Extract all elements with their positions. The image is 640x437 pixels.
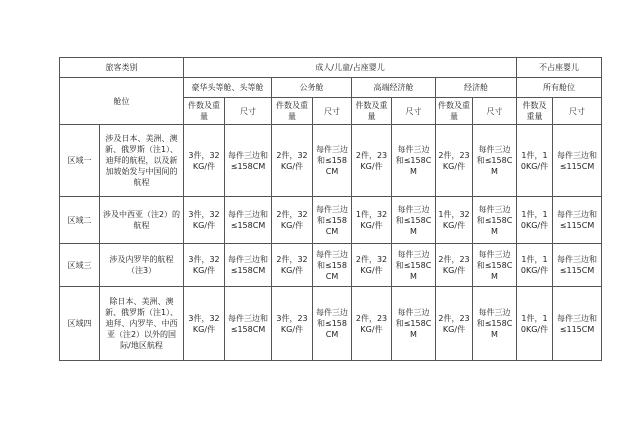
size-header: 尺寸 [392, 98, 436, 125]
size-cell: 每件三边和≤158CM [225, 125, 272, 197]
qty-cell: 2件，32KG/件 [272, 197, 313, 244]
size-header: 尺寸 [313, 98, 352, 125]
qty-weight-header: 件数及重量 [352, 98, 392, 125]
qty-cell: 3件，23KG/件 [272, 287, 313, 361]
size-cell: 每件三边和≤158CM [313, 287, 352, 361]
size-cell: 每件三边和≤158CM [225, 197, 272, 244]
qty-cell: 1件，32KG/件 [436, 197, 473, 244]
qty-cell: 1件，10KG/件 [517, 287, 553, 361]
qty-cell: 3件，32KG/件 [184, 244, 225, 287]
size-header: 尺寸 [225, 98, 272, 125]
qty-cell: 3件，32KG/件 [184, 197, 225, 244]
size-cell: 每件三边和≤158CM [225, 244, 272, 287]
size-header: 尺寸 [553, 98, 602, 125]
cabin-all-header: 所有舱位 [517, 78, 602, 98]
route-cell: 涉及日本、美洲、澳新、俄罗斯（注1）、迪拜的航程，以及新加坡始发与中国间的航程 [100, 125, 184, 197]
size-cell: 每件三边和≤115CM [553, 197, 602, 244]
size-cell: 每件三边和≤158CM [313, 244, 352, 287]
route-cell: 除日本、美洲、澳新、俄罗斯（注1）、迪拜、内罗毕、中西亚（注2）以外的国际/地区航程 [100, 287, 184, 361]
qty-weight-header: 件数及重量 [272, 98, 313, 125]
qty-cell: 2件，32KG/件 [352, 244, 392, 287]
size-cell: 每件三边和≤158CM [392, 197, 436, 244]
qty-cell: 2件，23KG/件 [352, 125, 392, 197]
size-cell: 每件三边和≤115CM [553, 287, 602, 361]
region-cell: 区域二 [60, 197, 100, 244]
size-cell: 每件三边和≤158CM [313, 125, 352, 197]
qty-cell: 1件，32KG/件 [352, 197, 392, 244]
table-row [60, 125, 602, 197]
size-cell: 每件三边和≤158CM [473, 197, 517, 244]
infant-header: 不占座婴儿 [517, 58, 602, 78]
size-cell: 每件三边和≤158CM [473, 244, 517, 287]
qty-cell: 2件，32KG/件 [272, 244, 313, 287]
qty-cell: 2件，23KG/件 [352, 287, 392, 361]
qty-cell: 3件，32KG/件 [184, 287, 225, 361]
cabin-header: 舱位 [60, 78, 184, 125]
size-cell: 每件三边和≤158CM [473, 125, 517, 197]
cabin-business-header: 公务舱 [272, 78, 352, 98]
qty-cell: 1件，10KG/件 [517, 125, 553, 197]
qty-cell: 2件，23KG/件 [436, 244, 473, 287]
cabin-economy-header: 经济舱 [436, 78, 517, 98]
passenger-type-header: 旅客类别 [60, 58, 184, 78]
region-cell: 区域三 [60, 244, 100, 287]
baggage-allowance-table [59, 57, 602, 361]
cabin-premium-economy-header: 高端经济舱 [352, 78, 436, 98]
qty-cell: 1件，10KG/件 [517, 244, 553, 287]
qty-cell: 2件，23KG/件 [436, 287, 473, 361]
size-cell: 每件三边和≤158CM [392, 125, 436, 197]
cabin-first-header: 豪华头等舱、头等舱 [184, 78, 272, 98]
adult-child-header: 成人/儿童/占座婴儿 [184, 58, 517, 78]
size-cell: 每件三边和≤158CM [473, 287, 517, 361]
qty-weight-header: 件数及重量 [184, 98, 225, 125]
size-cell: 每件三边和≤115CM [553, 125, 602, 197]
size-cell: 每件三边和≤158CM [313, 197, 352, 244]
table-row [60, 287, 602, 361]
qty-weight-header: 件数及重量 [436, 98, 473, 125]
table-row [60, 244, 602, 287]
size-cell: 每件三边和≤158CM [392, 244, 436, 287]
size-cell: 每件三边和≤158CM [225, 287, 272, 361]
table-row [60, 197, 602, 244]
size-cell: 每件三边和≤115CM [553, 244, 602, 287]
qty-weight-header: 件数及重量 [517, 98, 553, 125]
route-cell: 涉及中西亚（注2）的航程 [100, 197, 184, 244]
region-cell: 区域四 [60, 287, 100, 361]
qty-cell: 2件，32KG/件 [272, 125, 313, 197]
size-cell: 每件三边和≤158CM [392, 287, 436, 361]
route-cell: 涉及内罗毕的航程（注3） [100, 244, 184, 287]
qty-cell: 3件，32KG/件 [184, 125, 225, 197]
region-cell: 区域一 [60, 125, 100, 197]
qty-cell: 1件，10KG/件 [517, 197, 553, 244]
qty-cell: 2件，23KG/件 [436, 125, 473, 197]
size-header: 尺寸 [473, 98, 517, 125]
